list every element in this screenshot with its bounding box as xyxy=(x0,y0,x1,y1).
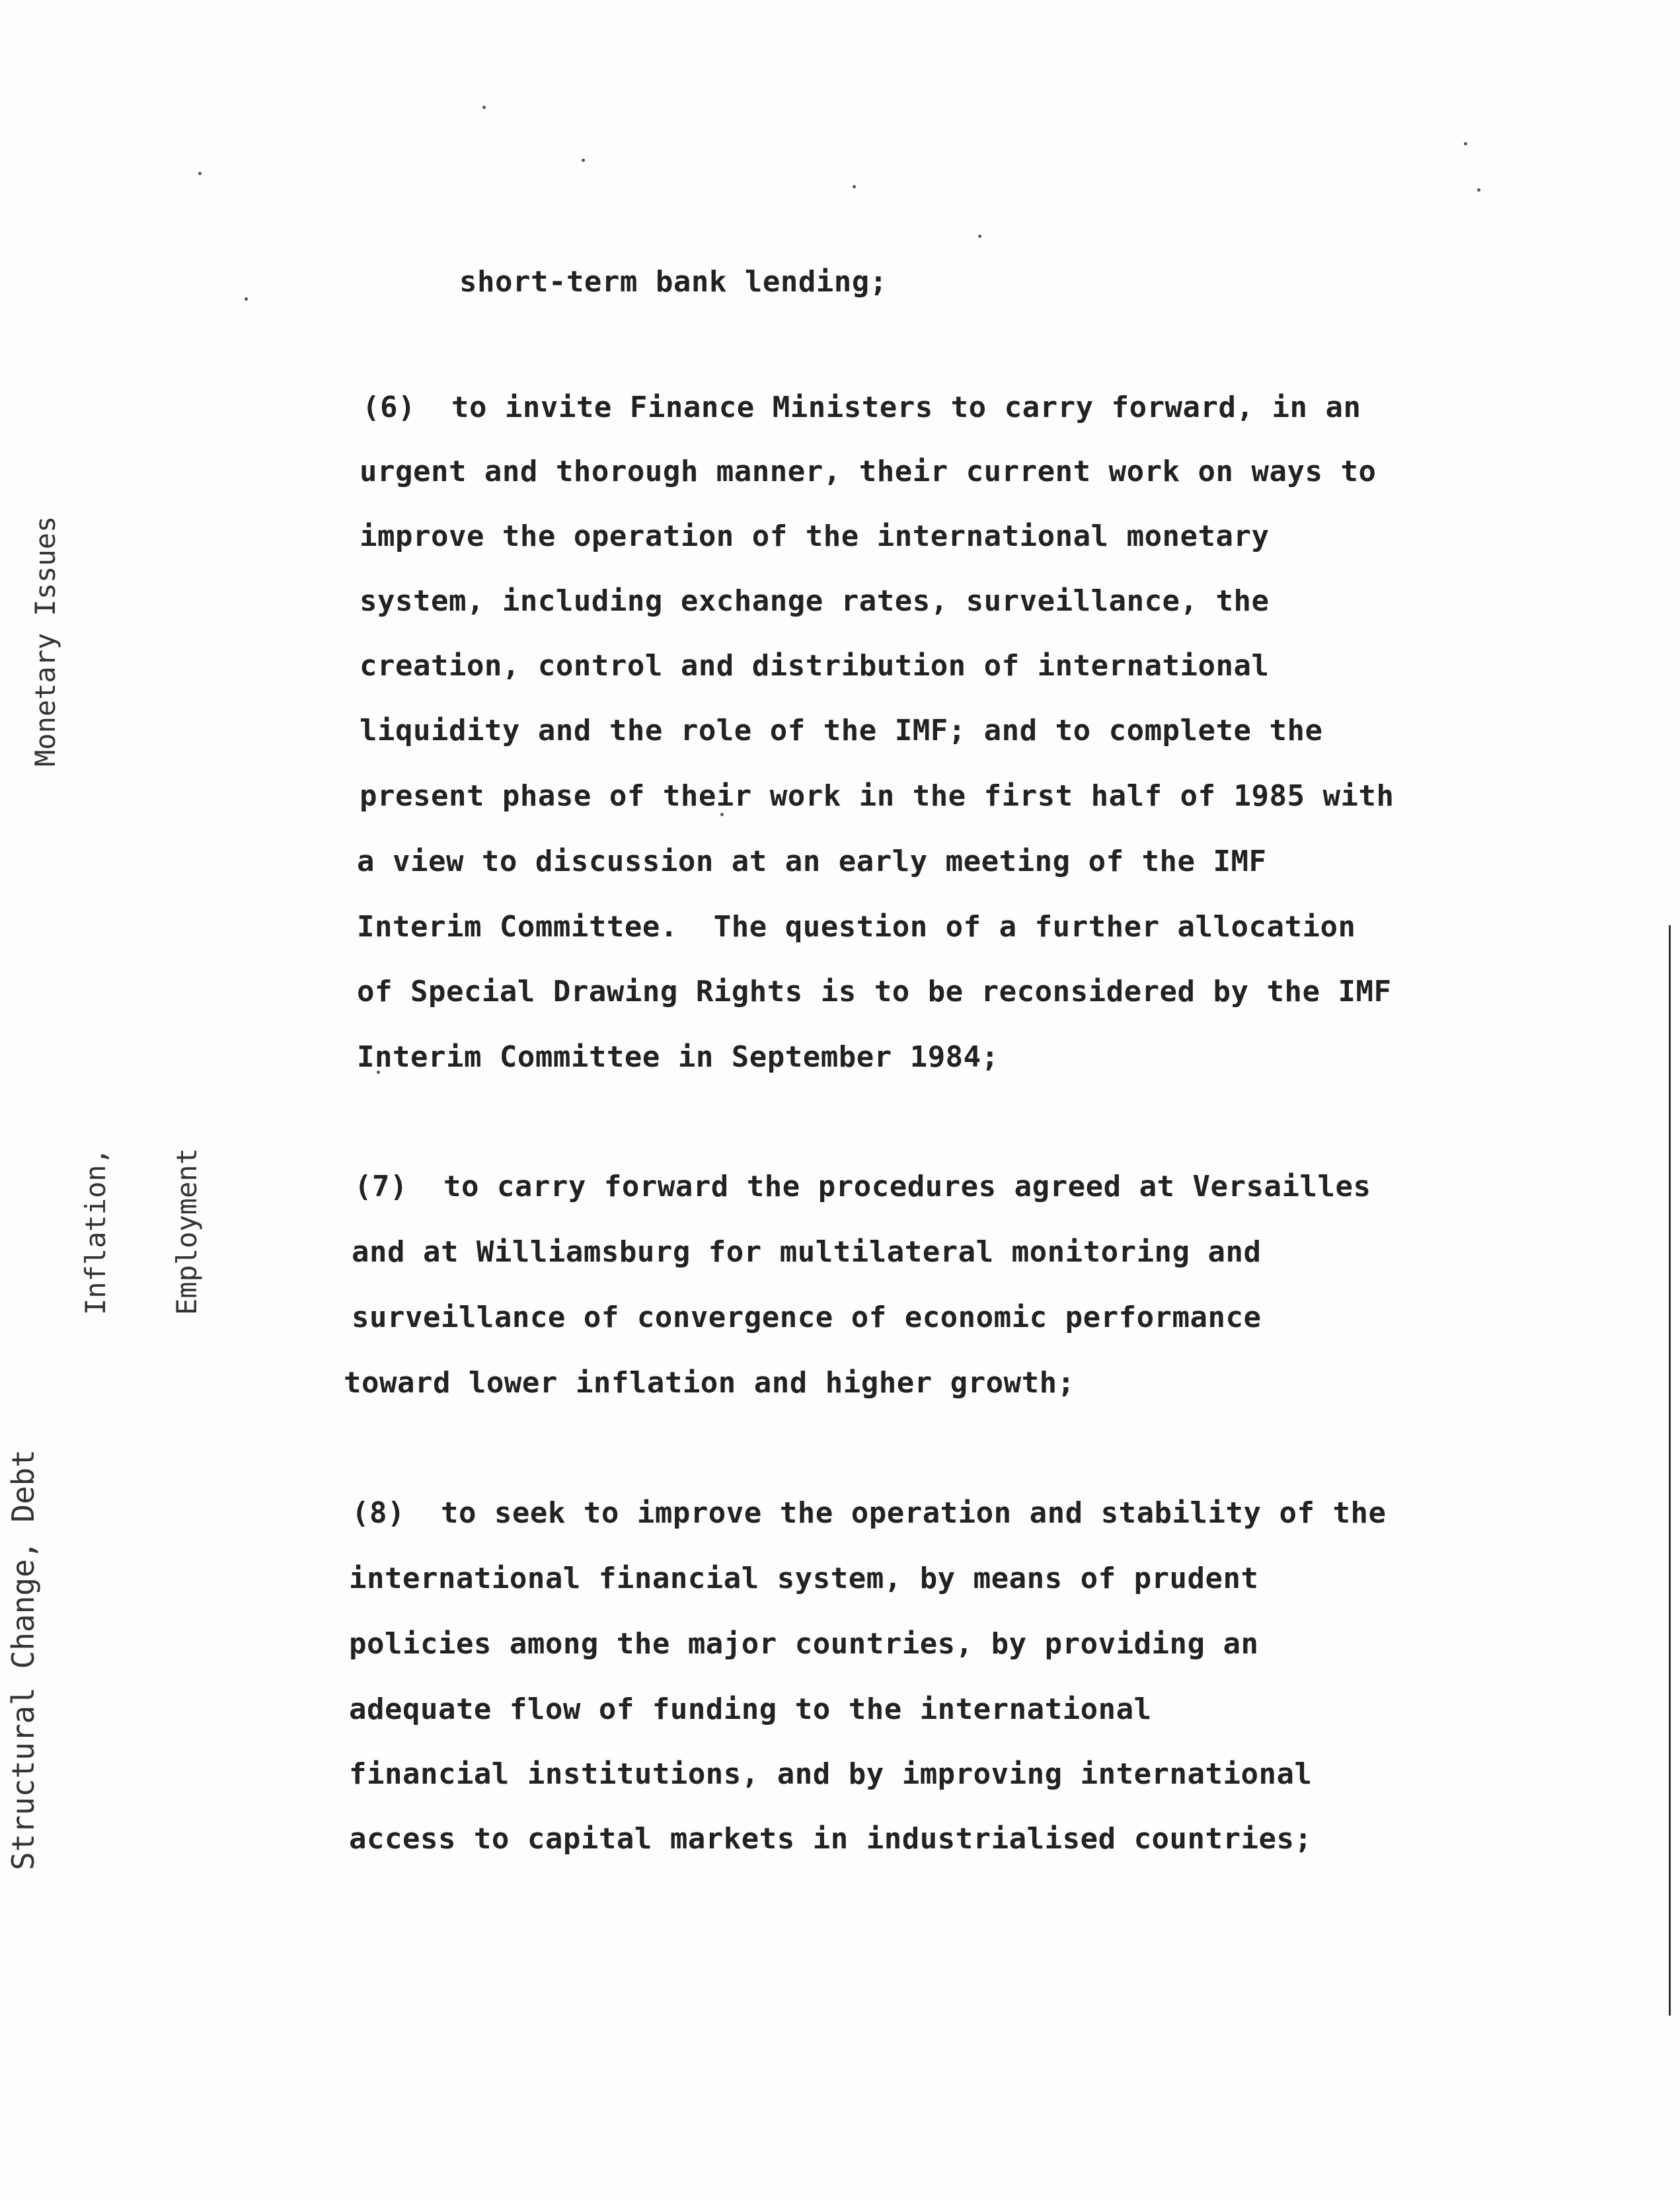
para6-line: present phase of their work in the first half of 1985 with xyxy=(360,779,1394,813)
para8-line: international financial system, by means of prudent xyxy=(349,1562,1259,1595)
para6-line: liquidity and the role of the IMF; and to complete the xyxy=(360,714,1323,747)
scan-speck xyxy=(978,235,981,238)
scan-speck xyxy=(482,106,486,109)
para8-line: adequate flow of funding to the international xyxy=(349,1692,1152,1726)
para8-line: policies among the major countries, by providing an xyxy=(349,1627,1259,1661)
para6-line: Interim Committee. The question of a further allocation xyxy=(357,910,1356,944)
para6-line: creation, control and distribution of international xyxy=(360,649,1270,683)
para6-line: urgent and thorough manner, their current work on ways to xyxy=(360,455,1377,488)
para7-line: and at Williamsburg for multilateral monitoring and xyxy=(352,1235,1262,1269)
intro-line: short-term bank lending; xyxy=(459,265,888,299)
para8-line: financial institutions, and by improving international xyxy=(349,1757,1313,1791)
para6-line: (6) to invite Finance Ministers to carry forward, in an xyxy=(362,391,1361,424)
para7-line: toward lower inflation and higher growth; xyxy=(344,1366,1075,1400)
margin-label-monetary: Monetary Issues xyxy=(29,515,61,767)
para6-line: Interim Committee in September 1984; xyxy=(357,1040,999,1074)
para6-line: improve the operation of the international monetary xyxy=(360,519,1270,553)
para8-line: (8) to seek to improve the operation and stability of the xyxy=(352,1496,1387,1530)
margin-label-inflation xyxy=(20,1148,263,1315)
margin-label-structural: Structural Change, Debt xyxy=(5,1449,41,1870)
margin-label-inflation-line1: Inflation, xyxy=(79,1148,112,1315)
para7-line: surveillance of convergence of economic performance xyxy=(352,1301,1262,1334)
scan-speck xyxy=(245,297,248,301)
scan-speck xyxy=(720,813,724,816)
para7-line: (7) to carry forward the procedures agreed at Versailles xyxy=(354,1170,1371,1203)
page-edge-line xyxy=(1669,925,1671,2016)
scan-speck xyxy=(1477,188,1480,192)
scan-speck xyxy=(582,159,585,162)
scan-speck xyxy=(1464,142,1467,145)
para6-line: of Special Drawing Rights is to be reconsidered by the IMF xyxy=(357,975,1392,1008)
para8-line: access to capital markets in industrialised countries; xyxy=(349,1822,1313,1856)
scan-speck xyxy=(198,172,202,175)
margin-label-inflation-line2: Employment xyxy=(171,1148,203,1315)
para6-line: a view to discussion at an early meeting of the IMF xyxy=(357,845,1267,878)
para6-line: system, including exchange rates, surveillance, the xyxy=(360,584,1270,618)
scan-speck xyxy=(853,185,856,188)
